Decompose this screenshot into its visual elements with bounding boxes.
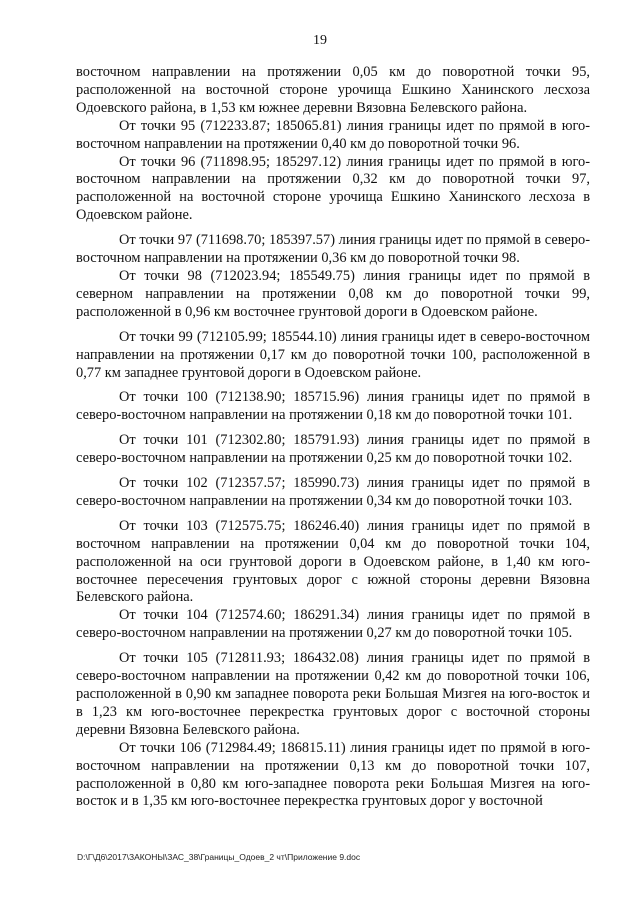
document-body (76, 64, 590, 811)
paragraph-point-96: От точки 96 (711898.95; 185297.12) линия границы идет по прямой в юго-восточном направлении на протяжении 0,32 км до поворотной точки 97, расположенной на восточной стороне урочища Ешкино Ханинского лесхоза в Одоевском районе. (76, 153, 590, 224)
page-number: 19 (313, 33, 327, 48)
paragraph-point-103: От точки 103 (712575.75; 186246.40) линия границы идет по прямой в восточном направлении на протяжении 0,04 км до поворотной точки 104, расположенной на оси грунтовой дороги в Одоевском районе, в 1,40 км юго-восточнее пересечения грунтовых дорог с южной стороны деревни Вязовна Белевского района. (76, 517, 590, 606)
paragraph-continuation: восточном направлении на протяжении 0,05 км до поворотной точки 95, расположенной на восточной стороне урочища Ешкино Ханинского лесхоза Одоевского района, в 1,53 км южнее деревни Вязовна Белевского района. (76, 64, 590, 116)
paragraph-point-95: От точки 95 (712233.87; 185065.81) линия границы идет по прямой в юго-восточном направлении на протяжении 0,40 км до поворотной точки 96. (76, 117, 590, 152)
paragraph-point-101: От точки 101 (712302.80; 185791.93) линия границы идет по прямой в северо-восточном направлении на протяжении 0,25 км до поворотной точки 102. (76, 432, 590, 467)
paragraph-point-100: От точки 100 (712138.90; 185715.96) линия границы идет по прямой в северо-восточном направлении на протяжении 0,18 км до поворотной точки 101. (76, 389, 590, 424)
paragraph-point-98: От точки 98 (712023.94; 185549.75) линия границы идет по прямой в северном направлении на протяжении 0,08 км до поворотной точки 99, расположенной в 0,96 км восточнее грунтовой дороги в Одоевском районе. (76, 267, 590, 320)
paragraph-point-105: От точки 105 (712811.93; 186432.08) линия границы идет по прямой в северо-восточном направлении на протяжении 0,42 км до поворотной точки 106, расположенной в 0,90 км западнее поворота реки Большая Мизгея на юго-восток и в 1,23 км юго-восточнее перекрестка грунтовых дорог с восточной стороны деревни Вязовна Белевского района. (76, 650, 590, 738)
paragraph-point-104: От точки 104 (712574.60; 186291.34) линия границы идет по прямой в северо-восточном направлении на протяжении 0,27 км до поворотной точки 105. (76, 607, 590, 642)
paragraph-point-106: От точки 106 (712984.49; 186815.11) линия границы идет по прямой в юго-восточном направлении на протяжении 0,13 км до поворотной точки 107, расположенной в 0,80 км юго-западнее поворота реки Большая Мизгея на юго-восток и в 1,35 км юго-восточнее перекрестка грунтовых дорог у восточной (76, 739, 590, 810)
paragraph-point-97: От точки 97 (711698.70; 185397.57) линия границы идет по прямой в северо-восточном направлении на протяжении 0,36 км до поворотной точки 98. (76, 232, 590, 267)
footer-file-path: D:\Г\Д6\2017\ЗАКОНЫ\ЗАС_38\Границы_Одоев_2 чт\Приложение 9.doc (77, 852, 361, 862)
paragraph-point-99: От точки 99 (712105.99; 185544.10) линия границы идет в северо-восточном направлении на протяжении 0,17 км до поворотной точки 100, расположенной в 0,77 км западнее грунтовой дороги в Одоевском районе. (76, 328, 590, 381)
paragraph-point-102: От точки 102 (712357.57; 185990.73) линия границы идет по прямой в северо-восточном направлении на протяжении 0,34 км до поворотной точки 103. (76, 475, 590, 509)
